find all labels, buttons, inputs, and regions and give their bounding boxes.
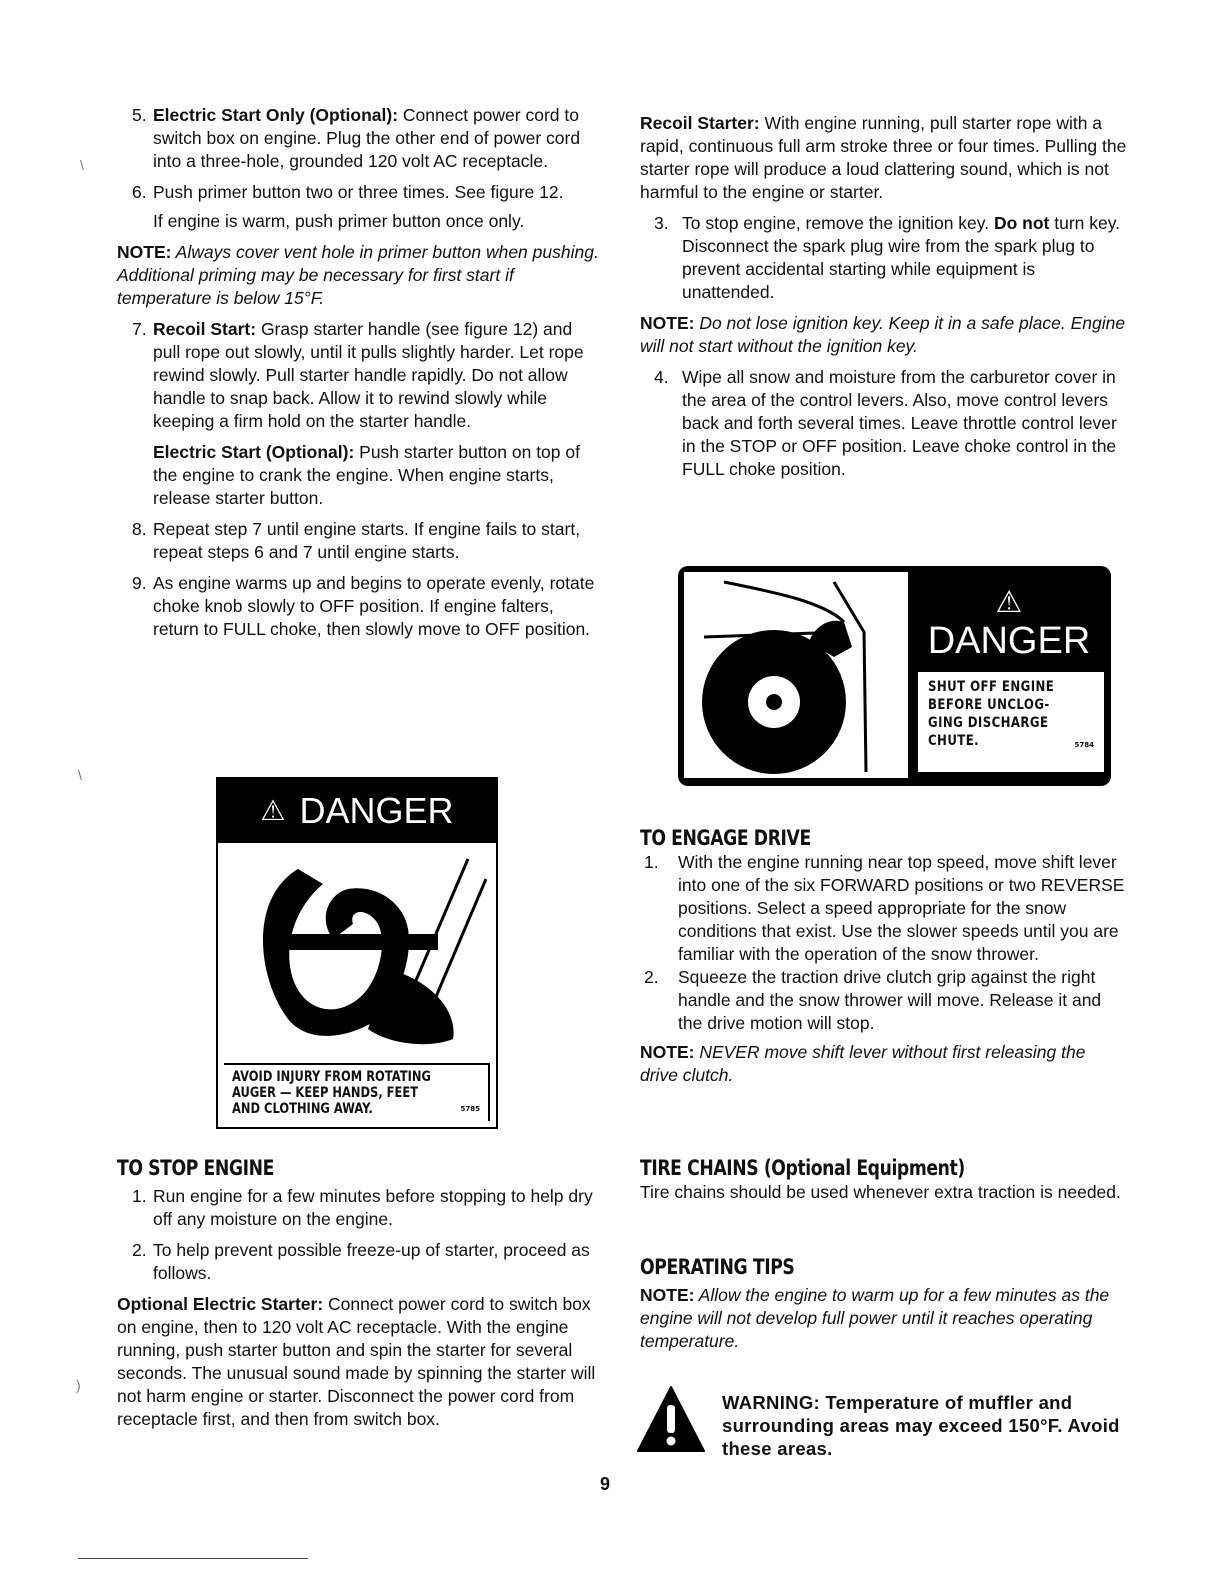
note-ignition: NOTE: Do not lose ignition key. Keep it in a safe place. Engine will not start without the ignition key.: [640, 313, 1126, 356]
item-number: 1.: [132, 1186, 147, 1206]
item-number: 5.: [132, 105, 147, 125]
page-number: 9: [600, 1474, 611, 1494]
stop-item-1: [117, 1185, 597, 1231]
item-text: Push primer button two or three times. See figure 12.: [153, 182, 564, 202]
item-number: 1.: [644, 852, 659, 872]
item-text: Grasp starter handle (see figure 12) and pull rope out slowly, until it pulls slightly harder. Let rope rewind slowly. Pull starter handle rapidly. Do not allow handle to snap back. Allow it to rewind slowly while keeping a firm hold on the starter handle.: [153, 319, 584, 431]
scan-mark: ): [76, 1377, 81, 1393]
item-subtext: Push starter button on top of the engine to crank the engine. When engine starts, release starter button.: [153, 442, 580, 508]
item-subtext: If engine is warm, push primer button once only.: [153, 211, 525, 231]
danger-caption: AVOID INJURY FROM ROTATING AUGER — KEEP HANDS, FEET AND CLOTHING AWAY. 5785: [224, 1063, 490, 1121]
discharge-chute-hazard-icon: [684, 572, 908, 778]
item-number: 3.: [654, 213, 669, 233]
list-item-6: [117, 181, 602, 233]
section-heading: TIRE CHAINS (Optional Equipment): [640, 1156, 965, 1180]
list-item-5: [117, 104, 602, 173]
tire-chains-text: Tire chains should be used whenever extra traction is needed.: [640, 1182, 1121, 1202]
list-item-8: [117, 518, 602, 564]
warning-text: WARNING: Temperature of muffler and surrounding areas may exceed 150°F. Avoid these areas.: [722, 1392, 1120, 1459]
label-code: 5785: [460, 1105, 480, 1113]
item-text: Squeeze the traction drive clutch grip against the right handle and the snow thrower will move. Release it and the drive motion will stop.: [678, 967, 1102, 1033]
list-item-3: 3. To stop engine, remove the ignition key. Do not turn key. Disconnect the spark plug wire from the spark plug to prevent accidental starting while equipment is unattended.: [654, 213, 1121, 302]
note-warm-up: NOTE: Allow the engine to warm up for a few minutes as the engine will not develop full power until it reaches operating temperature.: [640, 1285, 1110, 1351]
section-heading: TO ENGAGE DRIVE: [640, 826, 811, 850]
engage-drive-section: [640, 825, 1126, 1087]
item-text: With the engine running near top speed, move shift lever into one of the six FORWARD positions or two REVERSE positions. Select a speed appropriate for the snow conditions that exist. Use the slower speeds until you are familiar with the operation of the snow thrower.: [678, 852, 1125, 964]
item-text: Repeat step 7 until engine starts. If engine fails to start, repeat steps 6 and 7 until engine starts.: [153, 519, 581, 562]
right-column: [640, 112, 1130, 481]
warning-triangle-icon: ⚠: [995, 586, 1023, 619]
auger-hazard-icon: [228, 849, 490, 1059]
recoil-starter-paragraph: Recoil Starter: With engine running, pull starter rope with a rapid, continuous full arm stroke three or four times. Pulling the starter rope will produce a loud clattering sound, which is not harmful to the engine or starter.: [640, 113, 1127, 202]
tire-chains-section: [640, 1155, 1126, 1204]
footer-rule: [78, 1558, 308, 1559]
item-text: To help prevent possible freeze-up of starter, proceed as follows.: [153, 1240, 590, 1283]
left-column: [117, 104, 602, 641]
item-number: 2.: [644, 967, 659, 987]
danger-caption: SHUT OFF ENGINE BEFORE UNCLOG- GING DISCHARGE CHUTE. 5784: [918, 672, 1104, 772]
stop-item-2: [117, 1239, 597, 1285]
note-shift-lever: NOTE: NEVER move shift lever without first releasing the drive clutch.: [640, 1042, 1086, 1085]
list-item-7: [117, 318, 602, 510]
item-text: As engine warms up and begins to operate evenly, rotate choke knob slowly to OFF position. If engine falters, return to FULL choke, then slowly move to OFF position.: [153, 573, 595, 639]
operating-tips-section: [640, 1254, 1126, 1353]
scan-mark: \: [80, 157, 84, 173]
danger-sign-discharge: [678, 566, 1111, 786]
item-label: Recoil Start:: [153, 319, 257, 339]
danger-header: ⚠ DANGER: [218, 779, 496, 843]
optional-electric-starter: Optional Electric Starter: Connect power cord to switch box on engine, then to 120 volt AC receptacle. With the engine running, push starter button and spin the starter for several seconds. The unusual sound made by spinning the starter will not harm engine or starter. Disconnect the power cord from receptacle first, and then from switch box.: [117, 1294, 596, 1429]
item-number: 2.: [132, 1240, 147, 1260]
list-item-4: [640, 366, 1130, 481]
item-text: Run engine for a few minutes before stopping to help dry off any moisture on the engine.: [153, 1186, 593, 1229]
section-heading: TO STOP ENGINE: [117, 1156, 274, 1180]
danger-header: ⚠ DANGER: [914, 586, 1104, 662]
label-code: 5784: [1074, 741, 1094, 749]
item-number: 9.: [132, 573, 147, 593]
warning-block: [636, 1385, 1136, 1465]
item-sublabel: Electric Start (Optional):: [153, 442, 355, 462]
engage-item-2: [640, 966, 1126, 1035]
item-text: Connect power cord to switch box on engine. Plug the other end of power cord into a three-hole, grounded 120 volt AC receptacle.: [153, 105, 581, 171]
item-number: 4.: [654, 367, 669, 387]
engage-item-1: [640, 851, 1126, 966]
warning-triangle-icon: [636, 1385, 706, 1455]
item-text: Wipe all snow and moisture from the carburetor cover in the area of the control levers. Also, move control levers back and forth several times. Leave throttle control lever in the STOP or OFF position. Leave choke control in the FULL choke position.: [682, 367, 1117, 479]
stop-engine-section: [117, 1155, 597, 1431]
section-heading: OPERATING TIPS: [640, 1255, 795, 1279]
item-number: 6.: [132, 182, 147, 202]
item-number: 7.: [132, 319, 147, 339]
item-label: Electric Start Only (Optional):: [153, 105, 399, 125]
item-number: 8.: [132, 519, 147, 539]
scan-mark: \: [78, 767, 82, 783]
warning-triangle-icon: ⚠: [260, 795, 286, 826]
list-item-9: [117, 572, 602, 641]
note-primer: NOTE: Always cover vent hole in primer button when pushing. Additional priming may be necessary for first start if temperature is below 15°F.: [117, 242, 599, 308]
danger-sign-auger: [216, 777, 498, 1129]
